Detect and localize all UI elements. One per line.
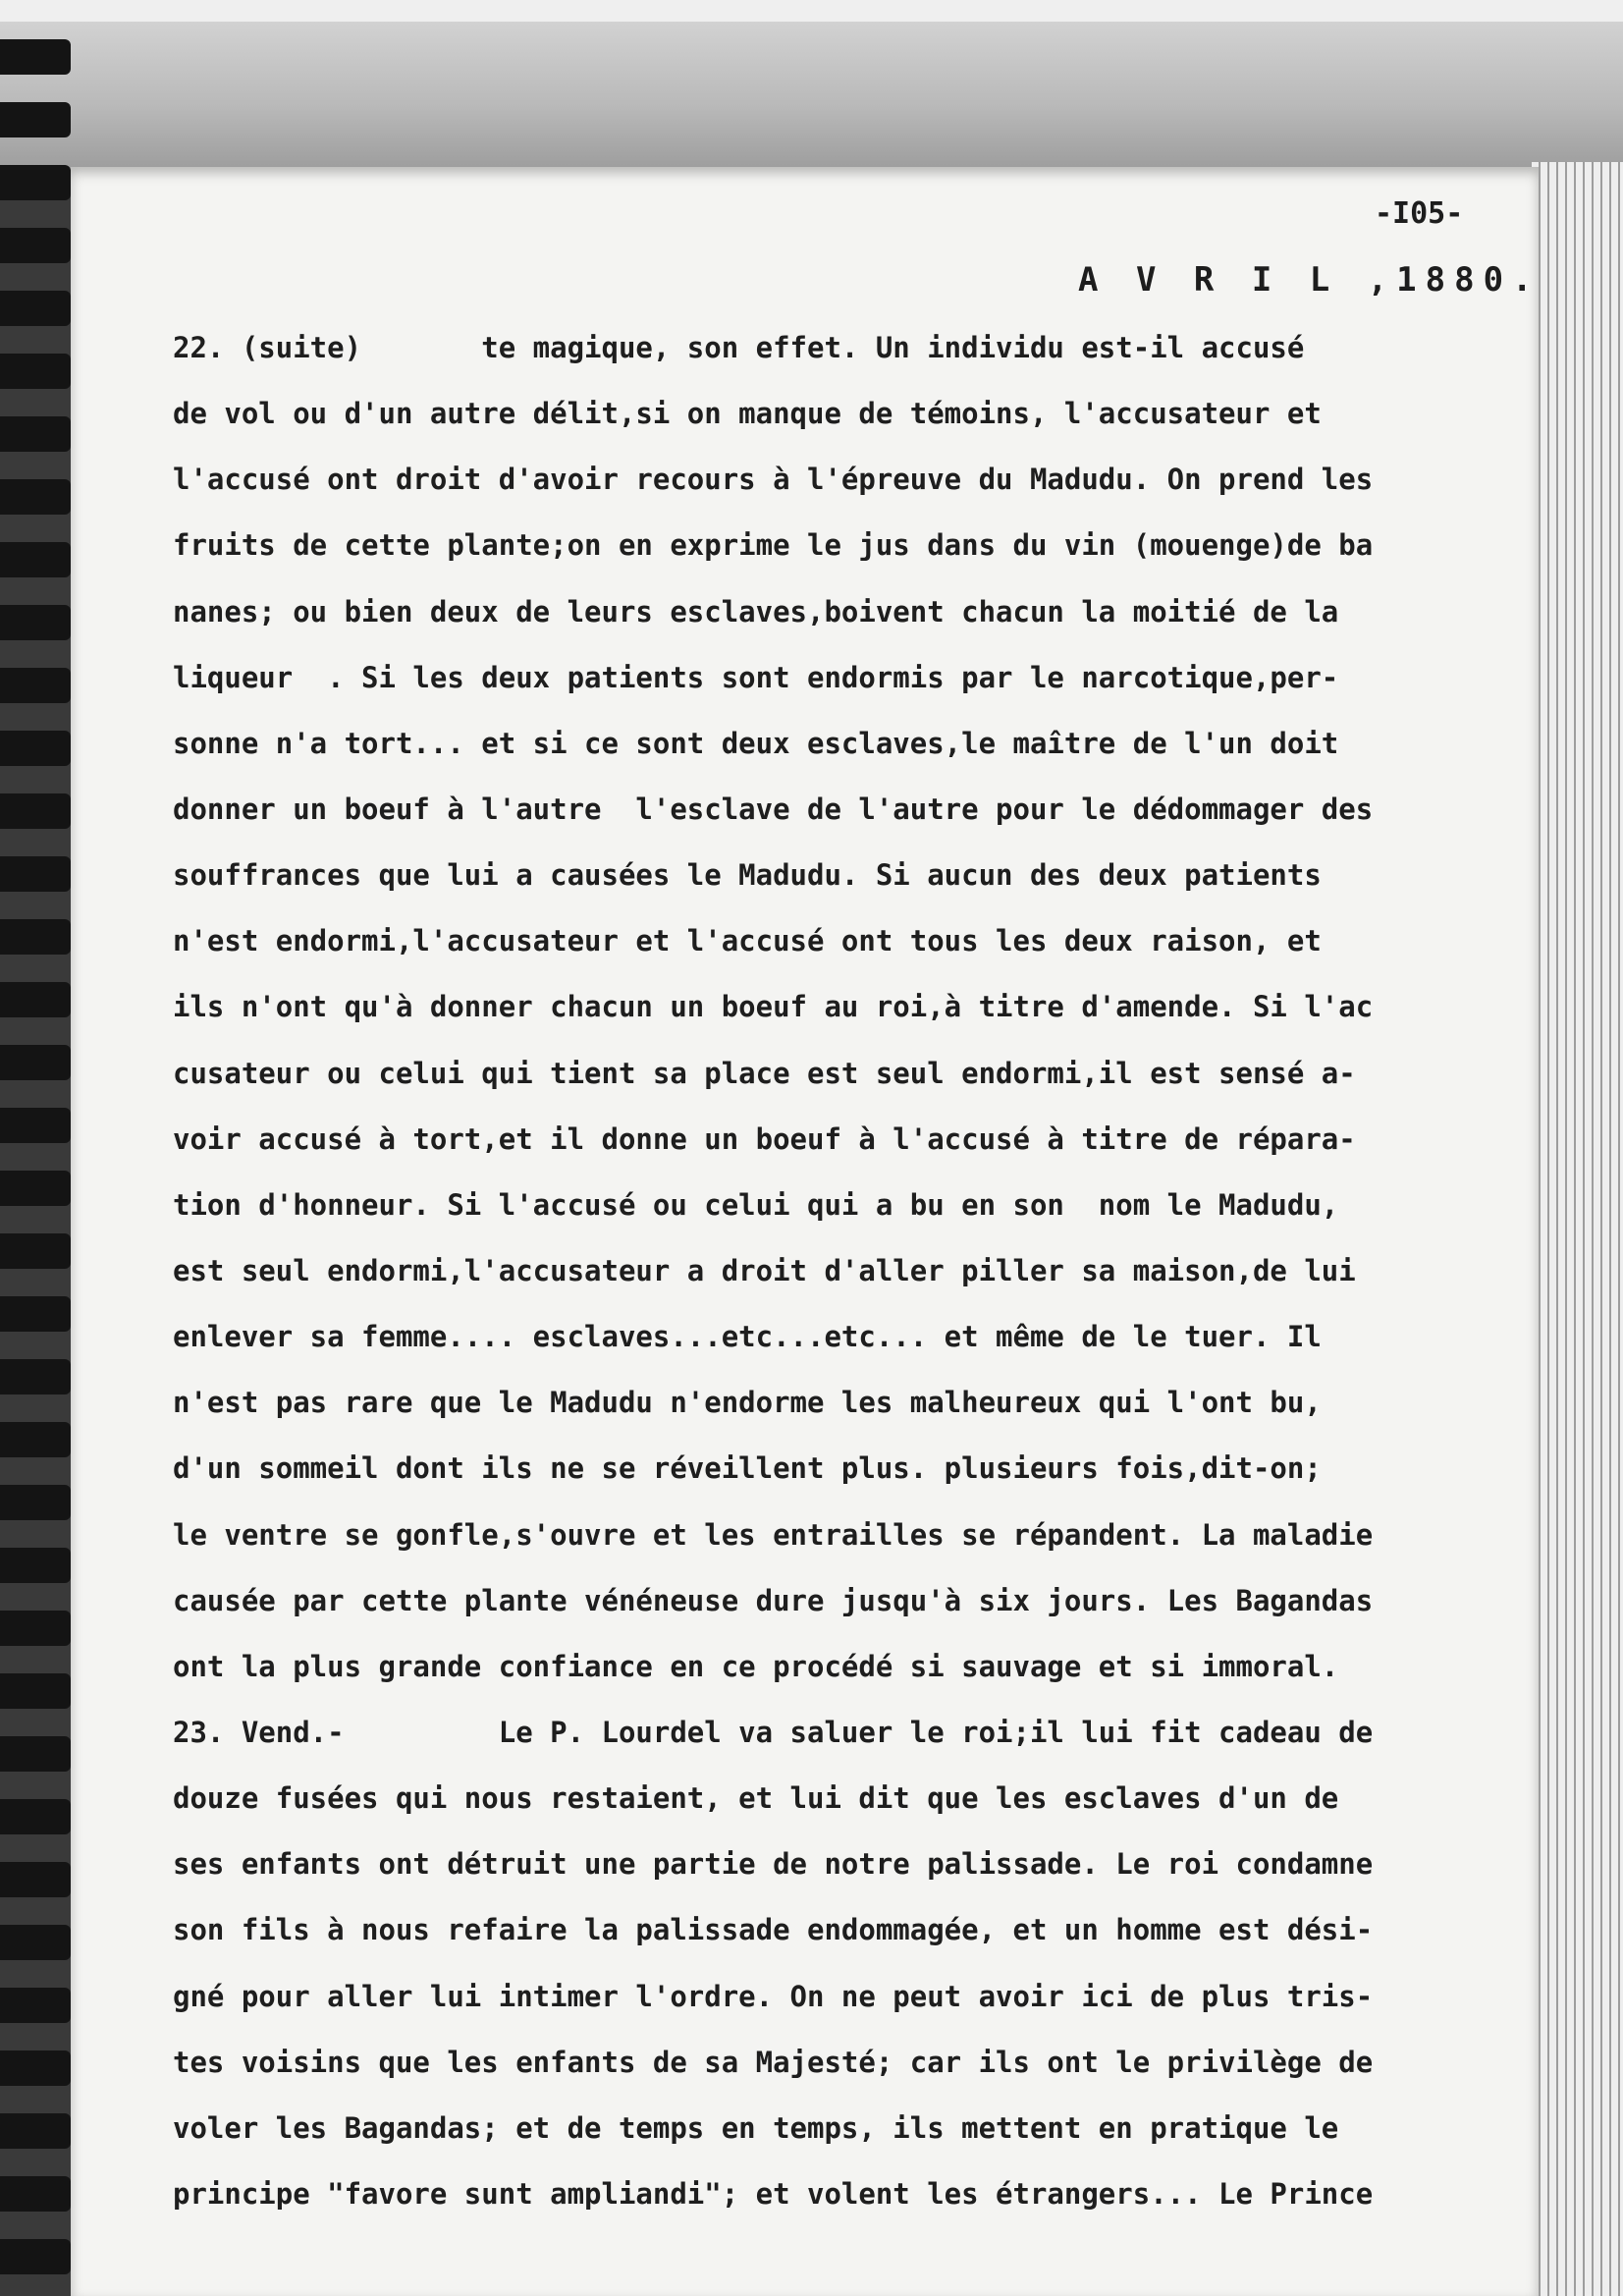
- binding-ring: [0, 416, 71, 452]
- text-line: d'un sommeil dont ils ne se réveillent plus. plusieurs fois,dit-on;: [173, 1451, 1322, 1486]
- text-line: fruits de cette plante;on en exprime le jus dans du vin (mouenge)de ba: [173, 528, 1374, 563]
- text-line: voler les Bagandas; et de temps en temps, ils mettent en pratique le: [173, 2110, 1339, 2145]
- text-line: voir accusé à tort,et il donne un boeuf à l'accusé à titre de répara-: [173, 1121, 1356, 1156]
- binding-ring: [0, 2176, 71, 2212]
- text-line: gné pour aller lui intimer l'ordre. On ne peut avoir ici de plus tris-: [173, 1979, 1374, 2013]
- binding-ring: [0, 2239, 71, 2274]
- binding-ring: [0, 354, 71, 389]
- binding-ring: [0, 2050, 71, 2086]
- binding-ring: [0, 228, 71, 263]
- text-line: est seul endormi,l'accusateur a droit d'aller piller sa maison,de lui: [173, 1253, 1356, 1287]
- text-line: donner un boeuf à l'autre l'esclave de l'autre pour le dédommager des: [173, 792, 1374, 826]
- binding-ring: [0, 291, 71, 326]
- binding-ring: [0, 1108, 71, 1143]
- page-header-date: A V R I L ,1880.: [1078, 260, 1542, 300]
- binding-ring: [0, 1485, 71, 1520]
- binding-ring: [0, 1045, 71, 1080]
- text-line: 22. (suite) te magique, son effet. Un individu est-il accusé: [173, 331, 1305, 364]
- binding-ring: [0, 1422, 71, 1457]
- binding-ring: [0, 2113, 71, 2149]
- text-line: ses enfants ont détruit une partie de notre palissade. Le roi condamne: [173, 1847, 1374, 1882]
- binding-ring: [0, 1171, 71, 1206]
- binding-ring: [0, 793, 71, 829]
- binding-ring: [0, 165, 71, 200]
- binding-ring: [0, 39, 71, 75]
- text-line: liqueur . Si les deux patients sont endormis par le narcotique,per-: [173, 660, 1339, 694]
- binding-ring: [0, 731, 71, 766]
- text-line: douze fusées qui nous restaient, et lui dit que les esclaves d'un de: [173, 1781, 1339, 1816]
- binding-ring: [0, 479, 71, 515]
- binding-ring: [0, 1799, 71, 1834]
- binding-ring: [0, 1862, 71, 1897]
- binding-ring: [0, 668, 71, 703]
- binding-ring: [0, 1611, 71, 1646]
- binding-ring: [0, 1359, 71, 1394]
- text-line: nanes; ou bien deux de leurs esclaves,boivent chacun la moitié de la: [173, 594, 1339, 629]
- page-number: -I05-: [1375, 196, 1464, 231]
- binding-ring: [0, 1988, 71, 2023]
- text-line: ont la plus grande confiance en ce procédé si sauvage et si immoral.: [173, 1649, 1339, 1683]
- spiral-binding: [0, 39, 77, 2296]
- text-line: son fils à nous refaire la palissade endommagée, et un homme est dési-: [173, 1913, 1374, 1947]
- text-line: n'est endormi,l'accusateur et l'accusé ont tous les deux raison, et: [173, 924, 1322, 958]
- binding-ring: [0, 856, 71, 892]
- scan-background-top: [0, 0, 1623, 177]
- text-line: l'accusé ont droit d'avoir recours à l'épreuve du Madudu. On prend les: [173, 463, 1374, 497]
- binding-ring: [0, 1296, 71, 1332]
- text-line: cusateur ou celui qui tient sa place est seul endormi,il est sensé a-: [173, 1056, 1356, 1090]
- text-line: de vol ou d'un autre délit,si on manque de témoins, l'accusateur et: [173, 397, 1322, 431]
- binding-ring: [0, 1925, 71, 1960]
- binding-ring: [0, 1548, 71, 1583]
- binding-ring: [0, 542, 71, 577]
- binding-ring: [0, 982, 71, 1017]
- text-line: enlever sa femme.... esclaves...etc...etc... et même de le tuer. Il: [173, 1320, 1322, 1354]
- text-line: n'est pas rare que le Madudu n'endorme les malheureux qui l'ont bu,: [173, 1386, 1322, 1420]
- text-line: tion d'honneur. Si l'accusé ou celui qui a bu en son nom le Madudu,: [173, 1187, 1339, 1222]
- binding-ring: [0, 605, 71, 640]
- text-line: ils n'ont qu'à donner chacun un boeuf au roi,à titre d'amende. Si l'ac: [173, 990, 1374, 1024]
- binding-ring: [0, 1673, 71, 1709]
- binding-ring: [0, 102, 71, 137]
- text-line: tes voisins que les enfants de sa Majesté; car ils ont le privilège de: [173, 2045, 1374, 2079]
- text-line: causée par cette plante vénéneuse dure jusqu'à six jours. Les Bagandas: [173, 1583, 1374, 1617]
- binding-ring: [0, 1736, 71, 1772]
- text-line: 23. Vend.- Le P. Lourdel va saluer le roi;il lui fit cadeau de: [173, 1715, 1374, 1749]
- text-line: sonne n'a tort... et si ce sont deux esclaves,le maître de l'un doit: [173, 726, 1339, 760]
- text-line: principe "favore sunt ampliandi"; et volent les étrangers... Le Prince: [173, 2176, 1374, 2211]
- scan-top-band: [0, 0, 1623, 22]
- binding-ring: [0, 919, 71, 955]
- text-line: le ventre se gonfle,s'ouvre et les entrailles se répandent. La maladie: [173, 1517, 1374, 1552]
- binding-ring: [0, 1233, 71, 1269]
- text-line: souffrances que lui a causées le Madudu. Si aucun des deux patients: [173, 858, 1322, 893]
- body-text: [173, 326, 1547, 2238]
